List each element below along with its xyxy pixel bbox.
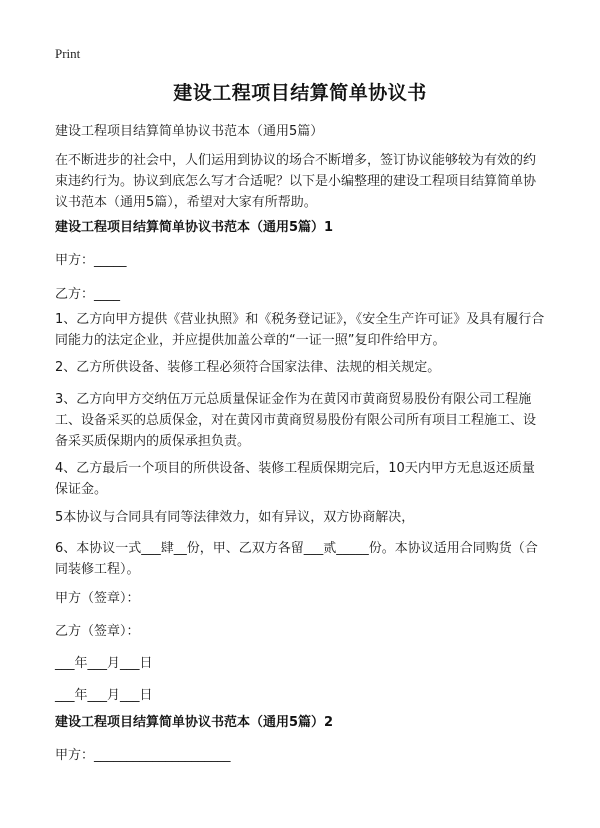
print-link[interactable]: Print	[55, 46, 81, 61]
section-1-heading: 建设工程项目结算简单协议书范本（通用5篇）1	[55, 220, 334, 235]
clause-4: 4、乙方最后一个项目的所供设备、装修工程质保期完后，10天内甲方无息返还质量保证金。	[55, 461, 535, 497]
signature-party-b: 乙方（签章）：	[55, 624, 140, 639]
clause-3: 3、乙方向甲方交纳伍万元总质量保证金作为在黄冈市黄商贸易股份有限公司工程施工、设备采买的总质保金，对在黄冈市黄商贸易股份有限公司所有项目工程施工、设备采买质保期内的质保承担负责。	[55, 392, 537, 449]
page-title: 建设工程项目结算简单协议书	[173, 82, 427, 104]
clause-2: 2、乙方所供设备、装修工程必须符合国家法律、法规的相关规定。	[55, 360, 441, 375]
clause-5: 5本协议与合同具有同等法律效力，如有异议，双方协商解决，	[55, 510, 415, 525]
date-line-1: ___年___月___日	[55, 656, 153, 671]
date-line-2: ___年___月___日	[55, 688, 153, 703]
clause-6: 6、本协议一式___肆__份，甲、乙双方各留___贰_____份。本协议适用合同购货（合同装修工程）。	[55, 541, 538, 577]
section-2-heading: 建设工程项目结算简单协议书范本（通用5篇）2	[55, 715, 334, 730]
party-b-line: 乙方：____	[55, 287, 121, 302]
clause-1: 1、乙方向甲方提供《营业执照》和《税务登记证》，《安全生产许可证》及具有履行合同能力的法定企业，并应提供加盖公章的“一证一照”复印件给甲方。	[55, 312, 545, 348]
document-subtitle: 建设工程项目结算简单协议书范本（通用5篇）	[55, 124, 324, 139]
intro-paragraph: 在不断进步的社会中，人们运用到协议的场合不断增多，签订协议能够较为有效的约束违约行为。协议到底怎么写才合适呢？以下是小编整理的建设工程项目结算简单协议书范本（通用5篇），希望对大家有所帮助。	[55, 153, 537, 210]
party-a-line: 甲方：_____	[55, 253, 127, 268]
signature-party-a: 甲方（签章）：	[55, 591, 140, 606]
section-2-party-a-line: 甲方：_____________________	[55, 748, 231, 763]
